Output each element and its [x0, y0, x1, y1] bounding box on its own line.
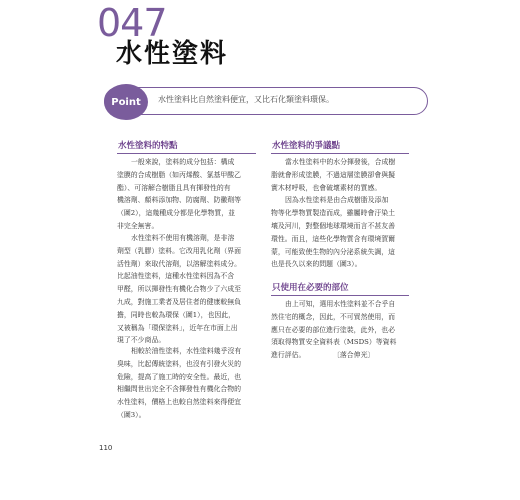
point-text: 水性塗料比自然塗料便宜，又比石化類塗料環保。: [158, 95, 334, 104]
section-title-usage: 只使用在必要的部位: [272, 283, 349, 293]
chapter-number: 047: [97, 1, 167, 45]
paragraph-features-1: 一般來說，塗料的成分包括：構成 塗膜的合成樹脂（如丙烯酸、氯基甲酸乙 酯）、可溶解合樹脂且具有揮發性的有 機溶劑、顏料添加物、防腐劑、防黴劑等 （圖2），這幾種成分都是化學物質，並 非完全無害。: [117, 158, 242, 230]
section-title-features: 水性塗料的特點: [118, 141, 178, 151]
section-rule: [271, 295, 409, 296]
paragraph-features-3: 相較於油性塗料，水性塗料幾乎沒有 臭味，比起傳統塗料，也沒有引發火災的 危險，提高了施工時的安全性。最近，也 相繼問世出完全不含揮發性有機化合物的 水性塗料，價格上也較自然塗料來得便宜 （圖3）。: [117, 347, 242, 419]
section-title-controversy: 水性塗料的爭議點: [272, 141, 341, 151]
section-rule: [117, 153, 256, 154]
section-rule: [271, 153, 409, 154]
paragraph-features-2: 水性塗料不使用有機溶劑，是非溶 劑型（乳膠）塗料。它改用乳化劑（界面 活性劑）來取代溶劑，以溶解塗料成分。 比起油性塗料，這種水性塗料因為不含 甲醛，所以揮發性有機化合物少了六成至 九成，對施工業者及居住者的健康較無負 擔，同時也較為環保（圖1），也因此， 又被稱為「環保塗料」，近年在市面上出 現了不少商品。: [117, 234, 242, 345]
page-title: 水性塗料: [116, 39, 229, 69]
page-number: 110: [99, 444, 113, 452]
point-badge: Point: [104, 84, 148, 120]
paragraph-usage: 由上可知，選用水性塗料並不合乎自 然住宅的概念，因此，不可貿然使用，而 應只在必要的部位進行塗裝，此外，也必 須取得物質安全資料表（MSDS）等資料 進行評估。 〔落合伸光〕: [271, 300, 397, 360]
paragraph-controversy: 當水性塗料中的水分揮發後，合成樹 脂就會形成塗膜，不過這層塗膜卻會與擬 實木材呼吸，也會破壞素材的質感。 因為水性塗料是由合成樹脂及添加 物等化學物質製造而成，雖屬時會汙染土 壤及河川，對整個地球環境而言不甚友善 環性。而且，這些化學物質含有環境賀爾 蒙，可能致使生物的內分泌系統失調，這 也是長久以來的問題（圖3）。: [271, 158, 396, 269]
